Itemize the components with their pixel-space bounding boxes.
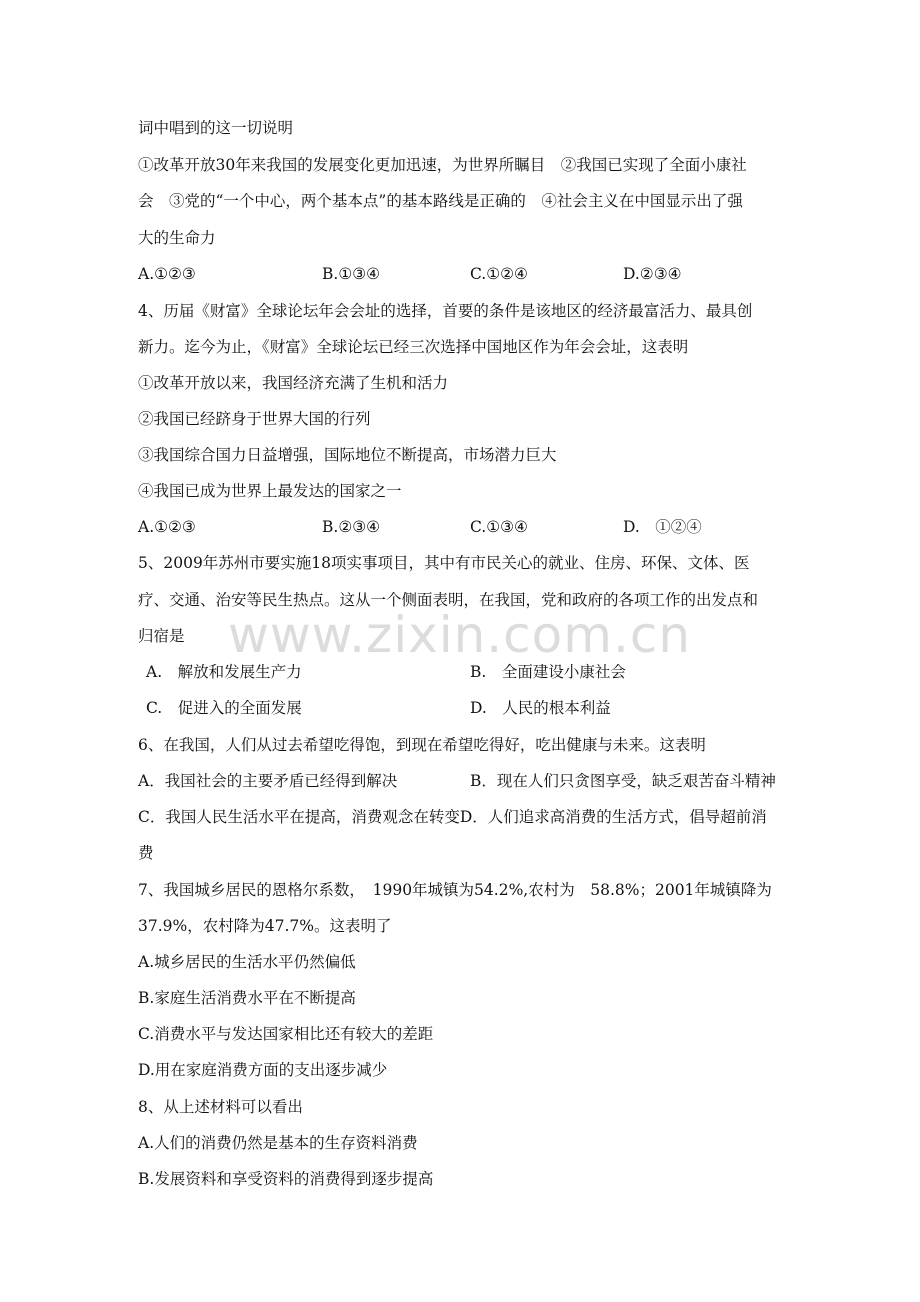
- q4-option-d: D. ①②④: [623, 518, 702, 536]
- q4-option-c: C.①③④: [470, 518, 528, 536]
- q4-item: ④我国已成为世界上最发达的国家之一: [138, 482, 402, 500]
- q3-stem: 词中唱到的这一切说明: [138, 119, 294, 137]
- q7-option-a: A.城乡居民的生活水平仍然偏低: [138, 953, 356, 971]
- q7-option-c: C.消费水平与发达国家相比还有较大的差距: [138, 1025, 434, 1043]
- q5-stem: 归宿是: [138, 627, 185, 645]
- q7-option-d: D.用在家庭消费方面的支出逐步减少: [138, 1061, 388, 1079]
- q4-stem: 新力。迄今为止，《财富》全球论坛已经三次选择中国地区作为年会会址，这表明: [138, 338, 689, 356]
- q6-option-a: A．我国社会的主要矛盾已经得到解决: [138, 772, 398, 790]
- q4-stem: 4、历届《财富》全球论坛年会会址的选择，首要的条件是该地区的经济最富活力、最具创: [138, 302, 753, 320]
- q6-option-cd: C．我国人民生活水平在提高，消费观念在转变D．人们追求高消费的生活方式，倡导超前消: [138, 808, 767, 826]
- q5-option-c: C. 促进入的全面发展: [146, 699, 302, 717]
- q4-item: ②我国已经跻身于世界大国的行列: [138, 410, 371, 428]
- q5-option-a: A. 解放和发展生产力: [146, 663, 302, 681]
- q5-option-d: D. 人民的根本利益: [470, 699, 611, 717]
- q4-option-b: B.②③④: [322, 518, 381, 536]
- q6-option-b: B．现在人们只贪图享受，缺乏艰苦奋斗精神: [470, 772, 776, 790]
- q8-option-a: A.人们的消费仍然是基本的生存资料消费: [138, 1134, 418, 1152]
- q3-option-a: A.①②③: [138, 265, 196, 283]
- q6-option-d-continued: 费: [138, 844, 154, 862]
- q5-stem: 疗、交通、治安等民生热点。这从一个侧面表明，在我国，党和政府的各项工作的出发点和: [138, 591, 759, 609]
- q4-item: ③我国综合国力日益增强，国际地位不断提高，市场潜力巨大: [138, 446, 557, 464]
- q3-statements-line: ①改革开放30年来我国的发展变化更加迅速，为世界所瞩目 ②我国已实现了全面小康社: [138, 156, 747, 174]
- q4-option-a: A.①②③: [138, 518, 196, 536]
- q5-stem: 5、2009年苏州市要实施18项实事项目，其中有市民关心的就业、住房、环保、文体、医: [138, 554, 750, 572]
- q5-option-b: B. 全面建设小康社会: [470, 663, 626, 681]
- q8-option-b: B.发展资料和享受资料的消费得到逐步提高: [138, 1170, 434, 1188]
- q6-stem: 6、在我国，人们从过去希望吃得饱，到现在希望吃得好，吃出健康与未来。这表明: [138, 736, 706, 754]
- q3-statements-line: 会 ③党的“一个中心，两个基本点”的基本路线是正确的 ④社会主义在中国显示出了强: [138, 192, 743, 210]
- q8-stem: 8、从上述材料可以看出: [138, 1098, 303, 1116]
- q3-option-d: D.②③④: [623, 265, 682, 283]
- q3-option-b: B.①③④: [322, 265, 381, 283]
- q7-option-b: B.家庭生活消费水平在不断提高: [138, 989, 356, 1007]
- watermark: www.zixin.com.cn: [228, 606, 692, 664]
- q3-option-c: C.①②④: [470, 265, 528, 283]
- q7-stem: 7、我国城乡居民的恩格尔系数， 1990年城镇为54.2%,农村为 58.8%；2001年城镇降为: [138, 881, 772, 899]
- q4-item: ①改革开放以来，我国经济充满了生机和活力: [138, 374, 449, 392]
- q3-statements-line: 大的生命力: [138, 229, 216, 247]
- q7-stem: 37.9%，农村降为47.7%。这表明了: [138, 917, 392, 935]
